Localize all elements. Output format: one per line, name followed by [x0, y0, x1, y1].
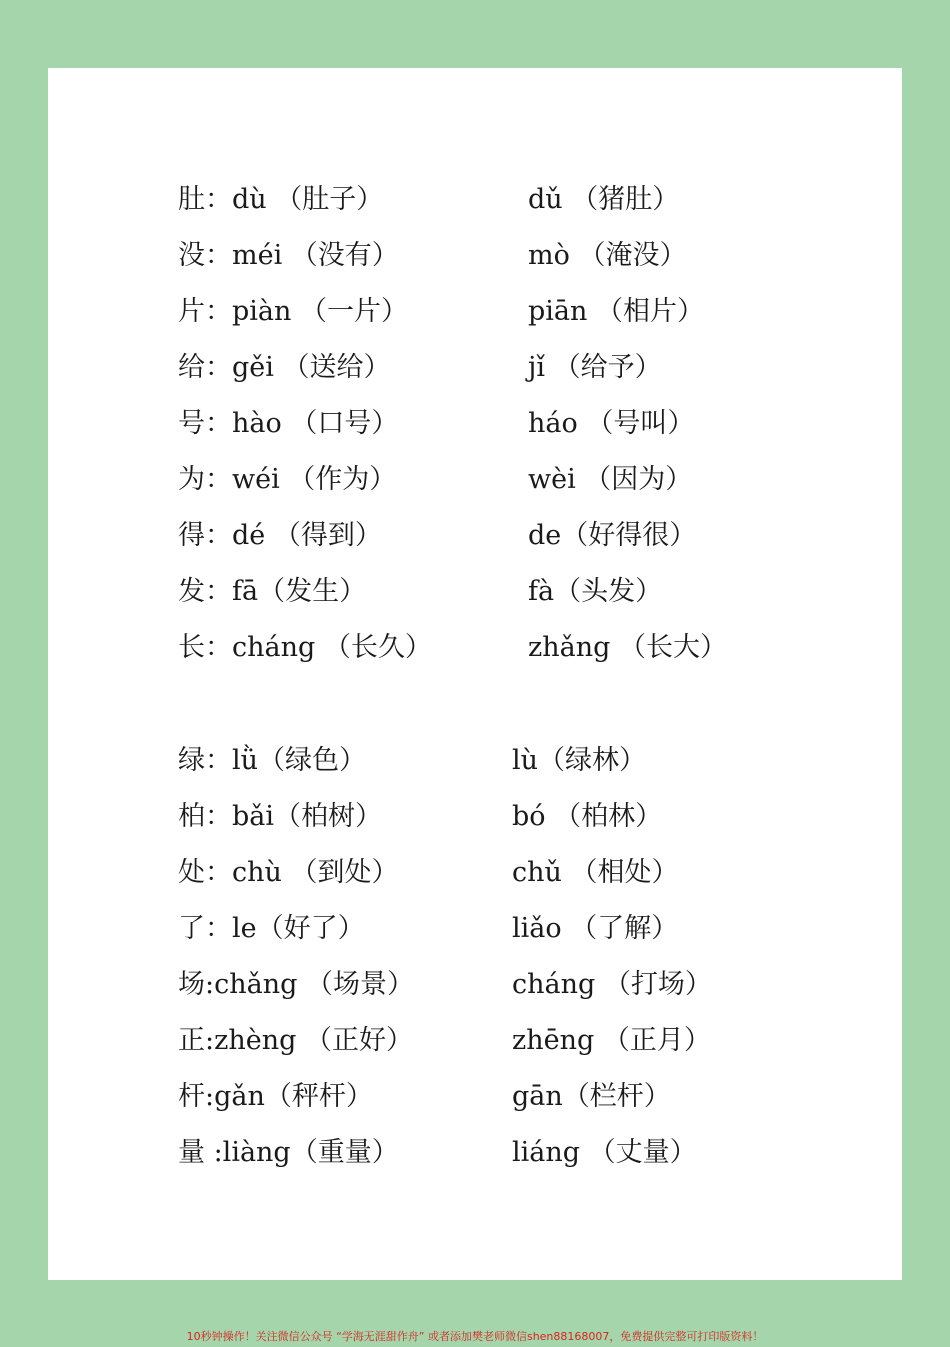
reading-left: 片：piàn （一片） [178, 296, 408, 327]
reading-left: 正:zhèng （正好） [178, 1025, 413, 1056]
reading-right: liǎo （了解） [512, 913, 679, 944]
reading-left: 长：cháng （长久） [178, 632, 432, 663]
reading-left: 得：dé （得到） [178, 520, 382, 551]
reading-left: 号：hào （口号） [178, 408, 399, 439]
reading-right: bó （柏林） [512, 801, 663, 832]
reading-left: 绿：lǜ（绿色） [178, 745, 367, 776]
reading-right: zhēng （正月） [512, 1025, 711, 1056]
reading-left: 没：méi （没有） [178, 240, 399, 271]
reading-right: lù（绿林） [512, 745, 647, 776]
reading-right: piān （相片） [528, 296, 704, 327]
reading-right: jǐ （给予） [528, 352, 662, 383]
reading-right: liáng （丈量） [512, 1137, 697, 1168]
reading-left: 柏：bǎi（柏树） [178, 801, 383, 832]
worksheet [48, 68, 902, 1280]
reading-left: 处：chù （到处） [178, 857, 399, 888]
reading-left: 发：fā（发生） [178, 576, 367, 607]
reading-left: 场:chǎng （场景） [178, 969, 414, 1000]
reading-right: mò （淹没） [528, 240, 687, 271]
reading-left: 肚：dù （肚子） [178, 184, 384, 215]
reading-left: 杆:gǎn（秤杆） [178, 1081, 373, 1112]
reading-right: cháng （打场） [512, 969, 712, 1000]
reading-right: de（好得很） [528, 520, 697, 551]
reading-right: fà（头发） [528, 576, 663, 607]
reading-right: gān（栏杆） [512, 1081, 671, 1112]
reading-left: 为：wéi （作为） [178, 464, 397, 495]
reading-right: chǔ （相处） [512, 857, 679, 888]
reading-right: zhǎng （长大） [528, 632, 727, 663]
footer-promo-text: 10秒钟操作！关注微信公众号 “学海无涯甜作舟” 或者添加樊老师微信shen88168007，免费提供完整可打印版资料！ [186, 1330, 764, 1343]
reading-left: 了：le（好了） [178, 913, 365, 944]
reading-left: 量 :liàng（重量） [178, 1137, 399, 1168]
reading-left: 给：gěi （送给） [178, 352, 391, 383]
reading-right: dǔ （猪肚） [528, 184, 680, 215]
reading-right: háo （号叫） [528, 408, 695, 439]
reading-right: wèi （因为） [528, 464, 693, 495]
